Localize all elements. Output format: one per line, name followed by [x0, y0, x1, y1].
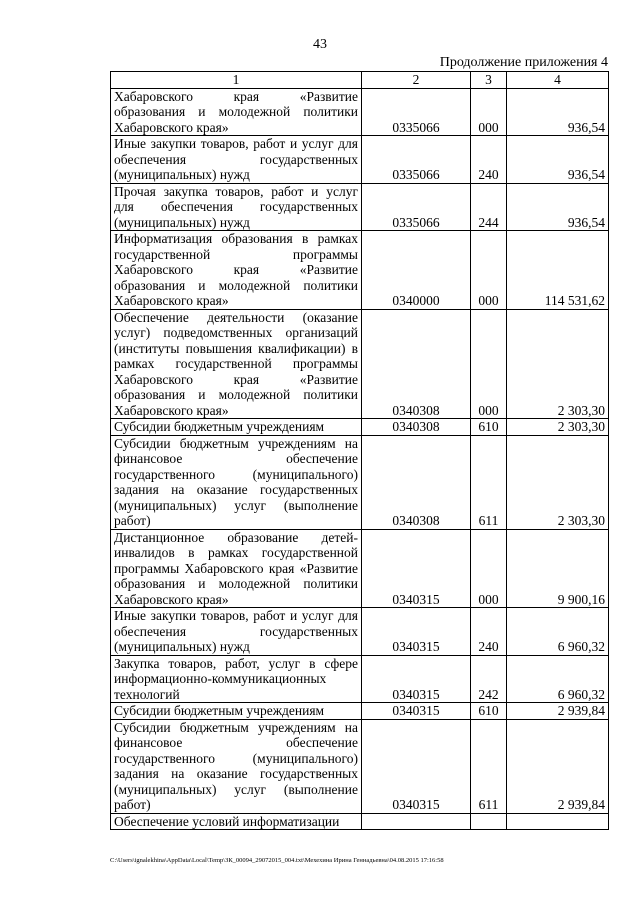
- table-row: [111, 813, 609, 830]
- table-row: [111, 435, 609, 529]
- row-name-cell: Субсидии бюджетным учреждениям на финансовое обеспечение государственного (муниципального) задания на оказание государственных (муниципальных) услуг (выполнение работ): [111, 719, 362, 813]
- row-type-cell: 240: [471, 608, 507, 656]
- row-code-cell: 0340315: [362, 703, 471, 720]
- row-type-cell: 000: [471, 309, 507, 419]
- row-name-cell: Хабаровского края «Развитие образования и молодежной политики Хабаровского края»: [111, 88, 362, 136]
- page-number: 43: [313, 37, 327, 52]
- row-code-cell: 0340315: [362, 529, 471, 608]
- row-code-cell: 0340308: [362, 309, 471, 419]
- row-type-cell: [471, 813, 507, 830]
- row-type-cell: 611: [471, 719, 507, 813]
- table-row: [111, 719, 609, 813]
- row-type-cell: 611: [471, 435, 507, 529]
- row-amount-cell: 936,54: [507, 183, 609, 231]
- table-body: [111, 88, 609, 830]
- row-type-cell: 610: [471, 703, 507, 720]
- row-amount-cell: 936,54: [507, 88, 609, 136]
- row-amount-cell: 2 939,84: [507, 719, 609, 813]
- row-name-cell: Обеспечение условий информатизации: [111, 813, 362, 830]
- row-code-cell: 0335066: [362, 88, 471, 136]
- row-type-cell: 244: [471, 183, 507, 231]
- table-row: [111, 608, 609, 656]
- row-code-cell: 0340000: [362, 231, 471, 310]
- row-code-cell: 0340308: [362, 435, 471, 529]
- column-header-3: 3: [471, 72, 507, 89]
- table-row: [111, 183, 609, 231]
- row-amount-cell: [507, 813, 609, 830]
- row-code-cell: 0340315: [362, 608, 471, 656]
- row-code-cell: 0340308: [362, 419, 471, 436]
- table-row: [111, 655, 609, 703]
- row-name-cell: Дистанционное образование детей-инвалидов в рамках государственной программы Хабаровского края «Развитие образования и молодежной политики Хабаровского края»: [111, 529, 362, 608]
- table-row: [111, 136, 609, 184]
- row-amount-cell: 9 900,16: [507, 529, 609, 608]
- row-name-cell: Иные закупки товаров, работ и услуг для обеспечения государственных (муниципальных) нужд: [111, 608, 362, 656]
- column-header-1: 1: [111, 72, 362, 89]
- row-code-cell: [362, 813, 471, 830]
- row-amount-cell: 2 303,30: [507, 309, 609, 419]
- row-name-cell: Прочая закупка товаров, работ и услуг для обеспечения государственных (муниципальных) нужд: [111, 183, 362, 231]
- row-amount-cell: 936,54: [507, 136, 609, 184]
- row-amount-cell: 6 960,32: [507, 655, 609, 703]
- row-name-cell: Информатизация образования в рамках государственной программы Хабаровского края «Развитие образования и молодежной политики Хабаровского края»: [111, 231, 362, 310]
- header-row: [111, 72, 609, 89]
- table-row: [111, 703, 609, 720]
- table-row: [111, 529, 609, 608]
- row-type-cell: 610: [471, 419, 507, 436]
- file-path-footer: C:\Users\ignalekhina\AppData\Local\Temp\ЗК_00094_29072015_004.txt\Мехехина Ирина Геннадьевна\04.08.2015 17:16:58: [110, 857, 444, 864]
- row-code-cell: 0335066: [362, 136, 471, 184]
- row-amount-cell: 6 960,32: [507, 608, 609, 656]
- row-type-cell: 242: [471, 655, 507, 703]
- row-type-cell: 240: [471, 136, 507, 184]
- row-code-cell: 0340315: [362, 719, 471, 813]
- row-amount-cell: 2 303,30: [507, 435, 609, 529]
- row-amount-cell: 2 303,30: [507, 419, 609, 436]
- row-amount-cell: 114 531,62: [507, 231, 609, 310]
- row-name-cell: Субсидии бюджетным учреждениям на финансовое обеспечение государственного (муниципального) задания на оказание государственных (муниципальных) услуг (выполнение работ): [111, 435, 362, 529]
- row-code-cell: 0335066: [362, 183, 471, 231]
- row-code-cell: 0340315: [362, 655, 471, 703]
- table-row: [111, 88, 609, 136]
- column-header-2: 2: [362, 72, 471, 89]
- row-name-cell: Иные закупки товаров, работ и услуг для обеспечения государственных (муниципальных) нужд: [111, 136, 362, 184]
- column-header-4: 4: [507, 72, 609, 89]
- row-name-cell: Обеспечение деятельности (оказание услуг) подведомственных организаций (институты повышения квалификации) в рамках государственной программы Хабаровского края «Развитие образования и молодежной политики Хабаровского края»: [111, 309, 362, 419]
- row-type-cell: 000: [471, 529, 507, 608]
- row-type-cell: 000: [471, 231, 507, 310]
- table-row: [111, 231, 609, 310]
- table-row: [111, 309, 609, 419]
- continuation-label: Продолжение приложения 4: [439, 55, 608, 70]
- row-type-cell: 000: [471, 88, 507, 136]
- table-row: [111, 419, 609, 436]
- row-name-cell: Закупка товаров, работ, услуг в сфере информационно-коммуникационных технологий: [111, 655, 362, 703]
- row-name-cell: Субсидии бюджетным учреждениям: [111, 419, 362, 436]
- row-amount-cell: 2 939,84: [507, 703, 609, 720]
- row-name-cell: Субсидии бюджетным учреждениям: [111, 703, 362, 720]
- budget-table: [110, 71, 609, 830]
